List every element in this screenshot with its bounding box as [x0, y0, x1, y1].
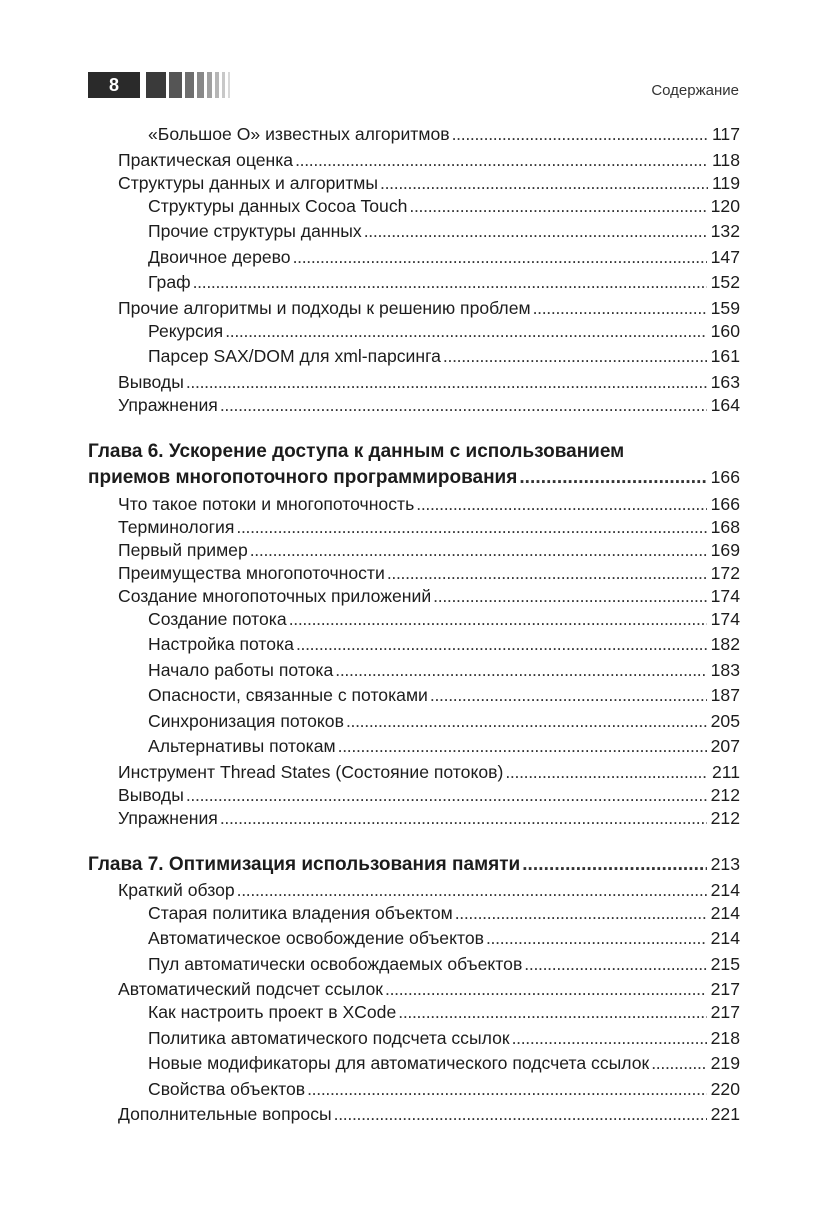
dot-leader — [651, 1053, 706, 1074]
dot-leader — [519, 467, 706, 489]
toc-entry-title: Автоматический подсчет ссылок — [118, 979, 383, 999]
toc-page-number: 163 — [710, 371, 740, 392]
toc-entry-title: Выводы — [118, 784, 184, 805]
toc-entry-title: Начало работы потока — [148, 659, 334, 680]
toc-page-number: 214 — [710, 902, 740, 923]
dot-leader — [533, 298, 707, 319]
toc-page-number: 160 — [710, 320, 740, 341]
toc-page-number: 182 — [710, 634, 740, 654]
toc-subsection-entry — [88, 736, 740, 762]
toc-page-number: 183 — [710, 659, 740, 680]
toc-chapter-title: Глава 7. Оптимизация использования памяти — [88, 853, 521, 875]
dot-leader — [416, 494, 706, 515]
toc-entry-title: Свойства объектов — [148, 1078, 306, 1099]
running-title: Содержание — [651, 82, 739, 99]
dot-leader — [307, 1079, 707, 1100]
toc-section-entry — [88, 979, 740, 1002]
toc-page-number: 217 — [710, 979, 740, 999]
toc-entry-title: Двоичное дерево — [148, 246, 291, 267]
toc-entry-title: Прочие структуры данных — [148, 221, 362, 241]
header-stripe-decoration — [228, 72, 230, 98]
toc-subsection-entry — [88, 272, 740, 298]
dot-leader — [186, 372, 707, 393]
toc-subsection-entry — [88, 903, 740, 929]
toc-subsection-entry — [88, 928, 740, 954]
toc-entry-title: Первый пример — [118, 539, 248, 560]
toc-entry-title: Структуры данных и алгоритмы — [118, 172, 379, 193]
toc-entry-title: Автоматическое освобождение объектов — [148, 928, 484, 948]
toc-page-number: 218 — [710, 1027, 740, 1048]
toc-page-number: 152 — [710, 272, 740, 292]
toc-page-number: 164 — [710, 394, 740, 415]
page-number: 8 — [88, 72, 140, 98]
toc-chapter-entry — [88, 467, 740, 494]
dot-leader — [385, 979, 707, 1000]
toc-entry-title: Терминология — [118, 516, 235, 537]
dot-leader — [338, 736, 707, 757]
dot-leader — [524, 954, 706, 975]
header-stripe-decoration — [185, 72, 194, 98]
toc-page-number: 120 — [710, 195, 740, 216]
dot-leader — [505, 762, 708, 783]
toc-section-entry — [88, 395, 740, 418]
dot-leader — [293, 247, 707, 268]
toc-section-entry — [88, 298, 740, 321]
toc-page-number: 187 — [710, 685, 740, 705]
toc-chapter-title-line1: Глава 6. Ускорение доступа к данным с использованием — [88, 440, 625, 462]
toc-entry-title: Упражнения — [118, 807, 218, 828]
toc-chapter-entry — [88, 854, 740, 880]
dot-leader — [522, 854, 706, 876]
toc-page-number: 168 — [710, 516, 740, 537]
toc-entry-title: Упражнения — [118, 394, 218, 415]
toc-section-entry — [88, 517, 740, 540]
toc-page-number: 166 — [710, 466, 740, 487]
toc-subsection-entry — [88, 1002, 740, 1028]
toc-page-number: 220 — [710, 1078, 740, 1099]
dot-leader — [452, 124, 708, 145]
header-stripe-decoration — [197, 72, 204, 98]
toc-entry-title: Создание потока — [148, 608, 287, 629]
toc-page-number: 211 — [711, 761, 740, 782]
toc-page-number: 166 — [710, 493, 740, 514]
toc-page-number: 215 — [710, 953, 740, 974]
toc-section-entry — [88, 494, 740, 517]
toc-entry-title: Политика автоматического подсчета ссылок — [148, 1027, 510, 1048]
toc-page-number: 174 — [710, 585, 740, 606]
toc-section-entry — [88, 785, 740, 808]
dot-leader — [250, 540, 707, 561]
dot-leader — [512, 1028, 707, 1049]
toc-entry-title: Создание многопоточных приложений — [118, 585, 432, 606]
dot-leader — [387, 563, 707, 584]
dot-leader — [433, 586, 706, 607]
toc-page-number: 161 — [710, 346, 740, 366]
dot-leader — [289, 609, 707, 630]
dot-leader — [186, 785, 707, 806]
dot-leader — [295, 150, 708, 171]
toc-entry-title: Дополнительные вопросы — [118, 1104, 332, 1124]
dot-leader — [335, 660, 706, 681]
toc-entry-title: Старая политика владения объектом — [148, 902, 453, 923]
toc-page-number: 169 — [710, 539, 740, 560]
dot-leader — [220, 395, 707, 416]
dot-leader — [486, 928, 707, 949]
chapter-gap — [88, 418, 740, 441]
toc-entry-title: Граф — [148, 272, 191, 292]
toc-section-entry — [88, 372, 740, 395]
toc-page-number: 205 — [710, 710, 740, 731]
header-stripe-decoration — [169, 72, 182, 98]
toc-subsection-entry — [88, 660, 740, 686]
toc-subsection-entry — [88, 196, 740, 222]
toc-page-number: 221 — [710, 1104, 740, 1124]
toc-subsection-entry — [88, 1028, 740, 1054]
toc-page-number: 119 — [711, 172, 740, 193]
toc-subsection-entry — [88, 1053, 740, 1079]
toc-entry-title: Как настроить проект в XCode — [148, 1002, 397, 1022]
toc-section-entry — [88, 808, 740, 831]
toc-page-number: 212 — [710, 784, 740, 805]
toc-page-number: 159 — [710, 297, 740, 318]
dot-leader — [364, 221, 707, 242]
toc-page-number: 132 — [710, 221, 740, 241]
toc-entry-title: Инструмент Thread States (Состояние потоков) — [118, 761, 504, 782]
dot-leader — [455, 903, 707, 924]
toc-subsection-entry — [88, 321, 740, 347]
dot-leader — [398, 1002, 706, 1023]
toc-subsection-entry — [88, 711, 740, 737]
toc-section-entry — [88, 173, 740, 196]
toc-section-entry — [88, 150, 740, 173]
toc-chapter-title: приемов многопоточного программирования — [88, 466, 518, 488]
header-stripe-decoration — [146, 72, 166, 98]
toc-section-entry — [88, 563, 740, 586]
toc-section-entry — [88, 1104, 740, 1127]
toc-subsection-entry — [88, 124, 740, 150]
dot-leader — [409, 196, 706, 217]
toc-subsection-entry — [88, 346, 740, 372]
toc-entry-title: Парсер SAX/DOM для xml-парсинга — [148, 346, 441, 366]
dot-leader — [430, 685, 707, 706]
toc-entry-title: «Большое О» известных алгоритмов — [148, 124, 450, 144]
dot-leader — [346, 711, 707, 732]
toc-entry-title: Выводы — [118, 371, 184, 392]
dot-leader — [380, 173, 708, 194]
chapter-gap — [88, 831, 740, 854]
toc-entry-title: Прочие алгоритмы и подходы к решению проблем — [118, 297, 531, 318]
header-stripe-decoration — [222, 72, 225, 98]
toc-entry-title: Синхронизация потоков — [148, 710, 344, 731]
toc-page-number: 117 — [711, 124, 740, 144]
toc-chapter-title — [88, 441, 740, 467]
toc-page-number: 213 — [710, 853, 740, 874]
toc-entry-title: Структуры данных Cocoa Touch — [148, 195, 408, 216]
toc-page-number: 207 — [710, 736, 740, 756]
toc-page-number: 172 — [710, 562, 740, 583]
toc-page-number: 214 — [710, 879, 740, 900]
dot-leader — [225, 321, 706, 342]
toc-subsection-entry — [88, 247, 740, 273]
toc-entry-title: Новые модификаторы для автоматического подсчета ссылок — [148, 1053, 650, 1073]
toc-entry-title: Что такое потоки и многопоточность — [118, 493, 415, 514]
header-stripe-decoration — [215, 72, 219, 98]
toc-page-number: 214 — [710, 928, 740, 948]
toc-entry-title: Краткий обзор — [118, 879, 235, 900]
toc-entry-title: Пул автоматически освобождаемых объектов — [148, 953, 523, 974]
page-header — [0, 72, 827, 102]
toc-entry-title: Практическая оценка — [118, 149, 294, 170]
dot-leader — [236, 517, 706, 538]
toc-page-number: 147 — [710, 246, 740, 267]
toc-page-number: 212 — [710, 807, 740, 828]
dot-leader — [220, 808, 707, 829]
dot-leader — [296, 634, 707, 655]
toc-subsection-entry — [88, 1079, 740, 1105]
toc-entry-title: Опасности, связанные с потоками — [148, 685, 428, 705]
toc-section-entry — [88, 586, 740, 609]
dot-leader — [237, 880, 707, 901]
dot-leader — [443, 346, 707, 367]
toc-page-number: 174 — [710, 608, 740, 629]
dot-leader — [334, 1104, 707, 1125]
toc-page-number: 118 — [711, 149, 740, 170]
toc-subsection-entry — [88, 954, 740, 980]
toc-subsection-entry — [88, 685, 740, 711]
toc-entry-title: Рекурсия — [148, 320, 224, 341]
toc-page-number: 219 — [710, 1053, 740, 1073]
toc-entry-title: Альтернативы потокам — [148, 736, 336, 756]
toc-subsection-entry — [88, 609, 740, 635]
toc-entry-title: Преимущества многопоточности — [118, 562, 385, 583]
header-stripe-decoration — [207, 72, 212, 98]
toc-page-number: 217 — [710, 1002, 740, 1022]
toc-entry-title: Настройка потока — [148, 634, 294, 654]
toc-section-entry — [88, 880, 740, 903]
table-of-contents — [88, 124, 740, 1127]
toc-section-entry — [88, 540, 740, 563]
dot-leader — [193, 272, 707, 293]
toc-subsection-entry — [88, 634, 740, 660]
toc-section-entry — [88, 762, 740, 785]
toc-subsection-entry — [88, 221, 740, 247]
